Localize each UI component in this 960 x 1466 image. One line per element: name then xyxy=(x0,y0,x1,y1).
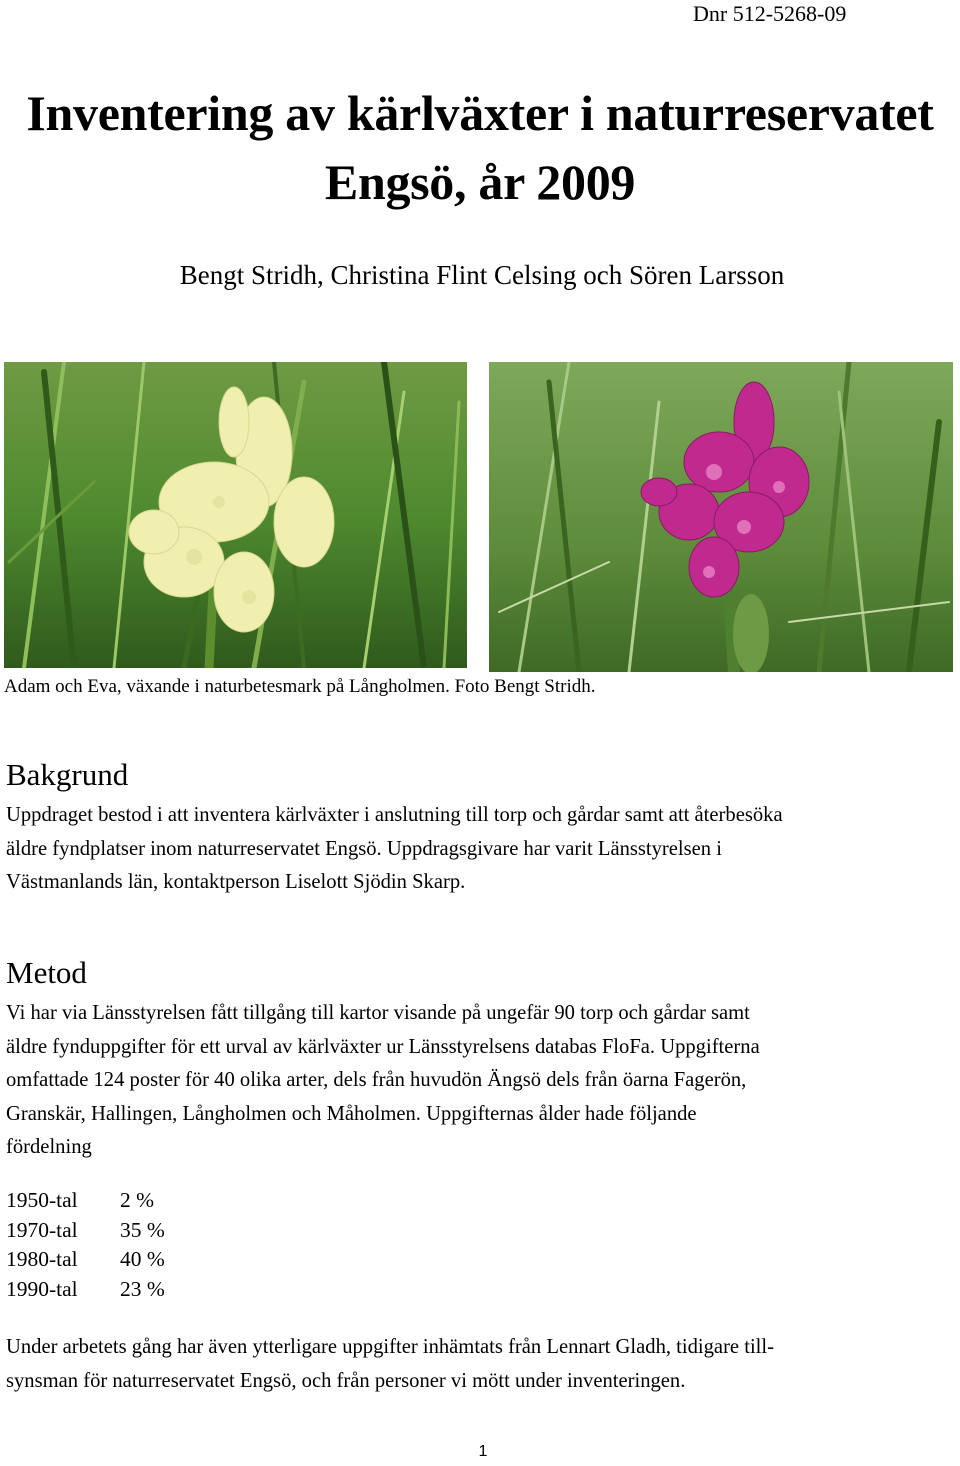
distribution-row xyxy=(6,1216,165,1246)
page-number: 1 xyxy=(478,1443,488,1460)
text-line: Granskär, Hallingen, Långholmen och Måholmen. Uppgifternas ålder hade följande xyxy=(6,1102,697,1125)
photo-caption: Adam och Eva, växande i naturbetesmark på Långholmen. Foto Bengt Stridh. xyxy=(4,676,596,697)
text-line: Under arbetets gång har även ytterligare uppgifter inhämtats från Lennart Gladh, tidigare till- xyxy=(6,1336,774,1358)
purple-orchid-image xyxy=(489,362,953,672)
method-paragraph xyxy=(6,997,960,1165)
photo-purple-orchid xyxy=(489,362,953,672)
photo-yellow-orchid xyxy=(4,362,467,668)
document-number: Dnr 512-5268-09 xyxy=(693,1,847,26)
text-line: synsman för naturreservatet Engsö, och från personer vi mött under inventeringen. xyxy=(6,1369,686,1392)
yellow-orchid-image xyxy=(4,362,467,668)
text-line: Västmanlands län, kontaktperson Liselott Sjödin Skarp. xyxy=(6,871,466,893)
heading-background: Bakgrund xyxy=(6,757,129,792)
decade-label: 1980-tal xyxy=(6,1247,78,1271)
decade-label: 1950-tal xyxy=(6,1188,78,1212)
share-value: 35 % xyxy=(120,1217,165,1242)
share-value: 40 % xyxy=(120,1247,165,1271)
authors: Bengt Stridh, Christina Flint Celsing och Sören Larsson xyxy=(179,260,785,290)
text-line: äldre fynduppgifter för ett urval av kärlväxter ur Länsstyrelsens databas FloFa. Uppgifterna xyxy=(6,1035,760,1058)
background-paragraph xyxy=(6,799,960,900)
distribution-row xyxy=(6,1186,165,1216)
title-line-1: Inventering av kärlväxter i naturreservatet xyxy=(26,85,934,141)
share-value: 23 % xyxy=(120,1276,165,1301)
closing-paragraph xyxy=(6,1331,960,1398)
decade-label: 1970-tal xyxy=(6,1217,78,1242)
distribution-row xyxy=(6,1275,165,1305)
text-line: Uppdraget bestod i att inventera kärlväxter i anslutning till torp och gårdar samt att återbesöka xyxy=(6,804,783,826)
distribution-row xyxy=(6,1245,165,1275)
share-value: 2 % xyxy=(120,1188,155,1212)
heading-method: Metod xyxy=(6,955,87,990)
title-line-2: Engsö, år 2009 xyxy=(324,154,636,210)
text-line: omfattade 124 poster för 40 olika arter, dels från huvudön Ängsö dels från öarna Fagerön, xyxy=(6,1069,747,1091)
decade-label: 1990-tal xyxy=(6,1276,78,1301)
age-distribution-list xyxy=(6,1186,165,1304)
text-line: fördelning xyxy=(6,1136,92,1158)
text-line: äldre fyndplatser inom naturreservatet Engsö. Uppdragsgivare har varit Länsstyrelsen i xyxy=(6,837,722,860)
text-line: Vi har via Länsstyrelsen fått tillgång till kartor visande på ungefär 90 torp och gårdar samt xyxy=(6,1002,750,1024)
